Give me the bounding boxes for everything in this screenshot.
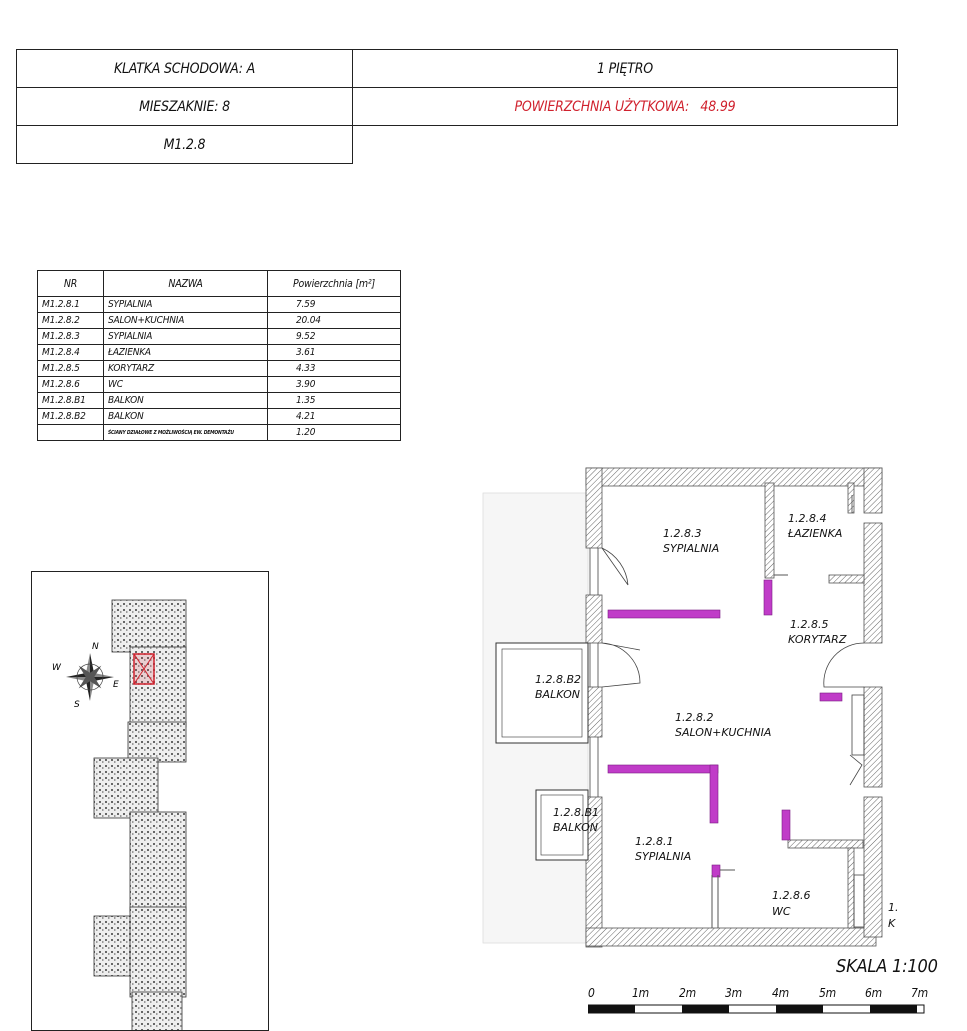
label-b1-name: BALKON xyxy=(553,821,599,834)
table-row xyxy=(38,297,401,313)
cell-name: SALON+KUCHNIA xyxy=(104,313,268,329)
cell-nr xyxy=(38,425,104,441)
code-cell xyxy=(16,125,353,164)
cell-nr: M1.2.8.4 xyxy=(38,345,104,361)
label-r3-name: SYPIALNIA xyxy=(663,542,720,555)
label-r4-num: 1.2.8.4 xyxy=(788,512,827,525)
table-row xyxy=(38,329,401,345)
key-plan xyxy=(31,571,269,1031)
table-row xyxy=(38,345,401,361)
floor-label: 1 PIĘTRO xyxy=(596,60,654,77)
scale-label: 7m xyxy=(911,986,928,1000)
cell-area: 1.20 xyxy=(268,425,401,441)
compass-rose-icon xyxy=(66,653,114,701)
compass-w: W xyxy=(52,663,61,673)
apartment-code: M1.2.8 xyxy=(163,136,206,153)
scale-label: 6m xyxy=(865,986,882,1000)
cell-nr: M1.2.8.2 xyxy=(38,313,104,329)
label-r2-name: SALON+KUCHNIA xyxy=(675,726,772,739)
label-r6-num: 1.2.8.6 xyxy=(772,889,811,902)
label-r2-num: 1.2.8.2 xyxy=(675,711,714,724)
label-b1-num: 1.2.8.B1 xyxy=(553,806,600,819)
label-cut-num: 1. xyxy=(888,901,899,914)
cell-name: BALKON xyxy=(104,393,268,409)
cell-area: 7.59 xyxy=(268,297,401,313)
floor-plan xyxy=(480,455,900,955)
cell-area: 1.35 xyxy=(268,393,401,409)
scale-label: 5m xyxy=(819,986,836,1000)
cell-area: 4.33 xyxy=(268,361,401,377)
compass-n: N xyxy=(92,642,99,652)
scale-title: SKALA 1:100 xyxy=(836,956,938,977)
cell-area: 9.52 xyxy=(268,329,401,345)
usable-area-cell xyxy=(352,87,898,126)
table-row xyxy=(38,377,401,393)
col-name: NAZWA xyxy=(104,271,268,297)
scale-label: 2m xyxy=(679,986,696,1000)
label-b2-num: 1.2.8.B2 xyxy=(535,673,582,686)
label-r5-num: 1.2.8.5 xyxy=(790,618,829,631)
cell-name: BALKON xyxy=(104,409,268,425)
compass-s: S xyxy=(74,700,80,710)
cell-area: 3.90 xyxy=(268,377,401,393)
cell-nr: M1.2.8.5 xyxy=(38,361,104,377)
scale-label: 3m xyxy=(725,986,742,1000)
cell-area: 20.04 xyxy=(268,313,401,329)
compass-e: E xyxy=(113,680,119,690)
label-r1-num: 1.2.8.1 xyxy=(635,835,674,848)
scale-label: 1m xyxy=(632,986,649,1000)
cell-nr: M1.2.8.3 xyxy=(38,329,104,345)
cell-nr: M1.2.8.B1 xyxy=(38,393,104,409)
col-area: Powierzchnia [m²] xyxy=(268,271,401,297)
label-r6-name: WC xyxy=(772,905,791,918)
label-r1-name: SYPIALNIA xyxy=(635,850,692,863)
col-nr: NR xyxy=(38,271,104,297)
windows xyxy=(590,548,598,797)
key-plan-drawing xyxy=(32,572,269,1031)
staircase-cell xyxy=(16,49,353,88)
label-r5-name: KORYTARZ xyxy=(788,633,847,646)
label-r3-num: 1.2.8.3 xyxy=(663,527,702,540)
scale-label: 0 xyxy=(588,986,595,1000)
room-table xyxy=(37,270,401,441)
label-b2-name: BALKON xyxy=(535,688,581,701)
apartment-label: MIESZAKNIE: 8 xyxy=(139,98,230,115)
cell-name: WC xyxy=(104,377,268,393)
floor-cell xyxy=(352,49,898,88)
table-row xyxy=(38,313,401,329)
cell-name: KORYTARZ xyxy=(104,361,268,377)
table-row xyxy=(38,361,401,377)
apartment-cell xyxy=(16,87,353,126)
cell-nr: M1.2.8.6 xyxy=(38,377,104,393)
table-row xyxy=(38,409,401,425)
cell-area: 3.61 xyxy=(268,345,401,361)
cell-nr: M1.2.8.B2 xyxy=(38,409,104,425)
cell-name: ŁAZIENKA xyxy=(104,345,268,361)
staircase-label: KLATKA SCHODOWA: A xyxy=(113,60,256,77)
cell-name: ŚCIANY DZIAŁOWE Z MOŻLIWOŚCIĄ EW. DEMONTAŻU xyxy=(104,425,268,441)
cell-nr: M1.2.8.1 xyxy=(38,297,104,313)
scale-bar xyxy=(588,1003,928,1015)
label-r4-name: ŁAZIENKA xyxy=(788,527,843,540)
table-row xyxy=(38,393,401,409)
scale-label: 4m xyxy=(772,986,789,1000)
interior-lines xyxy=(712,575,788,928)
usable-area-label: POWIERZCHNIA UŻYTKOWA: 48.99 xyxy=(514,98,736,115)
label-cut-name: K xyxy=(888,917,896,930)
cell-name: SYPIALNIA xyxy=(104,297,268,313)
cell-name: SYPIALNIA xyxy=(104,329,268,345)
cell-area: 4.21 xyxy=(268,409,401,425)
table-row xyxy=(38,425,401,441)
room-table-header xyxy=(38,271,401,297)
